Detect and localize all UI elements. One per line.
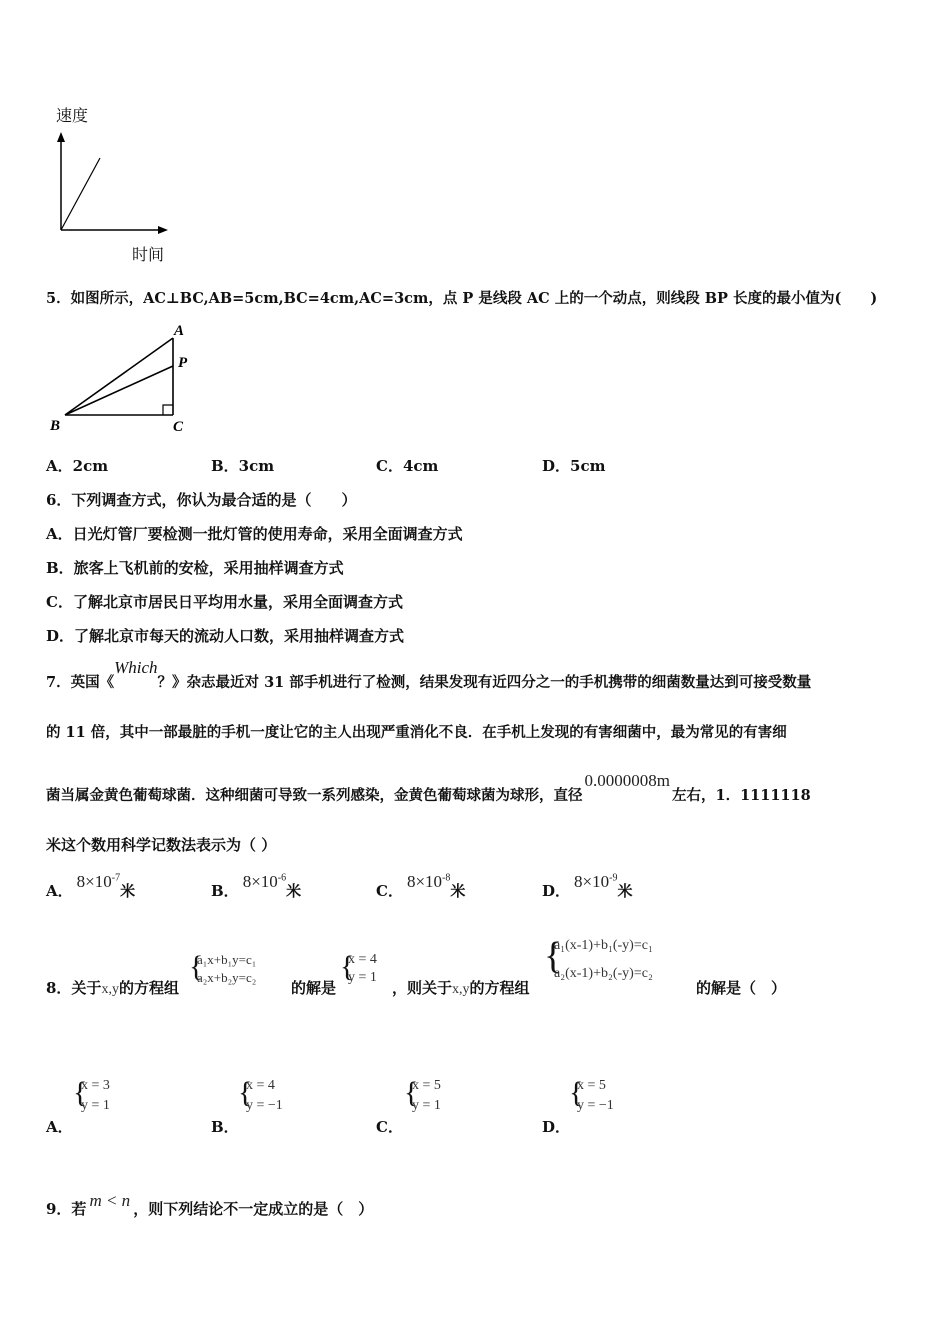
q5-triangle-figure xyxy=(45,322,195,437)
q5-option-b: B．3cm xyxy=(211,457,275,475)
q8-option-c: C． xyxy=(376,1118,403,1136)
diameter-value: 0.0000008m xyxy=(584,771,670,790)
q7-option-d: D． $8\times 10^{-9}$米 xyxy=(542,872,633,900)
q7-line1 xyxy=(46,658,812,692)
q8-option-d: D． xyxy=(542,1118,571,1136)
q6-option-b: B．旅客上飞机前的安检，采用抽样调查方式 xyxy=(46,559,344,577)
q5-option-c: C．4cm xyxy=(376,457,439,475)
y-axis-arrow xyxy=(57,132,65,142)
label-a: A xyxy=(174,323,185,339)
q6-text: 6．下列调查方式，你认为最合适的是（ ） xyxy=(46,491,357,509)
q8-part4: ，则关于x,y的方程组 xyxy=(392,979,530,997)
speed-axis-label: 速度 xyxy=(56,106,89,125)
q5-text: 5．如图所示，AC⊥BC,AB=5cm,BC=4cm,AC=3cm，点 P 是线段 AC 上的一个动点，则线段 BP 长度的最小值为( ) xyxy=(46,290,878,307)
q8-part6: 的解是（ ） xyxy=(696,979,787,997)
x-axis-arrow xyxy=(158,226,168,234)
q7-line3-rest: 左右，1．1111118 xyxy=(671,787,811,804)
q7-option-a: A． $8\times 10^{-7}$米 xyxy=(46,872,136,900)
which-title: Which xyxy=(114,658,158,677)
q6-option-d: D．了解北京市每天的流动人口数，采用抽样调查方式 xyxy=(46,627,405,645)
q7-line1-rest: ？》杂志最近对 31 部手机进行了检测，结果发现有近四分之一的手机携带的细菌数量达到可接受数量 xyxy=(157,674,812,691)
label-b: B xyxy=(50,418,61,434)
speed-time-graph xyxy=(50,128,180,238)
q7-line3 xyxy=(46,771,811,805)
q5-option-d: D．5cm xyxy=(542,457,606,475)
q7-line2: 的 11 倍，其中一部最脏的手机一度让它的主人出现严重消化不良．在手机上发现的有害细菌中，最为常见的有害细 xyxy=(46,724,787,741)
q6-option-c: C．了解北京市居民日平均用水量，采用全面调查方式 xyxy=(46,593,403,611)
q7-line3-start: 菌当属金黄色葡萄球菌．这种细菌可导致一系列感染，金黄色葡萄球菌为球形，直径 xyxy=(46,787,583,804)
q7-line1-start: 7．英国《 xyxy=(46,674,115,691)
q6-option-a: A．日光灯管厂要检测一批灯管的使用寿命，采用全面调查方式 xyxy=(46,525,463,543)
right-angle-mark xyxy=(163,405,173,415)
q7-option-b: B． $8\times 10^{-6}$米 xyxy=(211,872,302,900)
q8-option-b: B． xyxy=(211,1118,239,1136)
time-axis-label: 时间 xyxy=(132,245,165,264)
q9-condition: m < n xyxy=(89,1191,131,1210)
label-p: P xyxy=(178,355,188,371)
q7-option-c: C． $8\times 10^{-8}$米 xyxy=(376,872,466,900)
q9-text: 9．若 m < n ，则下列结论不一定成立的是（ ） xyxy=(46,1191,374,1218)
label-c: C xyxy=(173,419,184,435)
q8-part3: 的解是 xyxy=(291,979,337,997)
q7-line4: 米这个数用科学记数法表示为（ ） xyxy=(46,836,277,854)
speed-line xyxy=(61,158,100,230)
q8-option-a: A． xyxy=(46,1118,73,1136)
q8-line: 8．关于x,y的方程组 xyxy=(46,979,179,997)
q5-option-a: A．2cm xyxy=(46,457,109,475)
